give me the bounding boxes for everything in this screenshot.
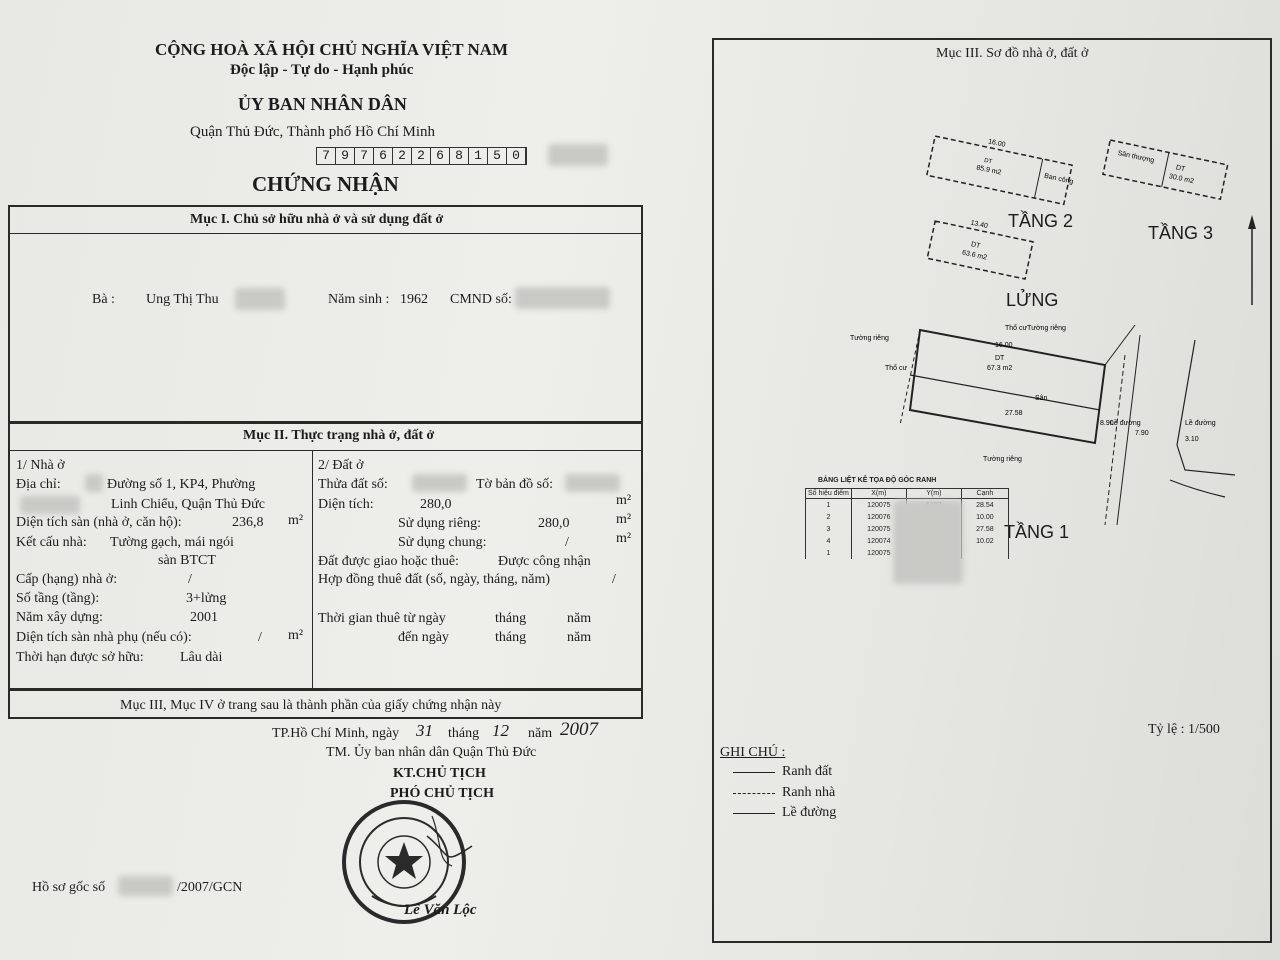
redaction	[548, 144, 608, 166]
lease-to-year: năm	[567, 630, 592, 645]
coord-cell: 3	[806, 523, 852, 535]
svg-text:Tường riêng: Tường riêng	[983, 456, 1022, 463]
grade-label: Cấp (hạng) nhà ở:	[16, 572, 118, 587]
coord-header-cell: Số hiệu điểm	[806, 489, 852, 499]
svg-text:Thổ cư: Thổ cư	[1005, 325, 1028, 332]
serial-digit: 7	[355, 148, 374, 164]
common-use-value: /	[565, 535, 569, 550]
coord-cell: 120076	[851, 511, 906, 523]
section3-heading: Mục III. Sơ đồ nhà ở, đất ở	[936, 46, 1089, 61]
salutation: Bà :	[92, 292, 115, 307]
svg-text:Sân: Sân	[1035, 395, 1048, 402]
legend-solid-line	[733, 772, 775, 773]
common-use-unit: m²	[616, 531, 632, 546]
svg-text:DT: DT	[995, 355, 1005, 362]
serial-digit: 6	[431, 148, 450, 164]
serial-digit: 9	[336, 148, 355, 164]
private-use-value: 280,0	[538, 516, 570, 531]
svg-text:Sân thượng: Sân thượng	[1116, 149, 1155, 165]
lease-from-month: tháng	[495, 611, 527, 626]
coord-cell: 2	[806, 511, 852, 523]
assign-value: Được công nhận	[498, 554, 591, 569]
signer-name: Lê Văn Lộc	[404, 902, 477, 918]
legend-item: Lề đường	[782, 805, 837, 820]
map-sheet-label: Tờ bản đồ số:	[476, 477, 554, 492]
grade-value: /	[188, 572, 192, 587]
coord-table-title: BẢNG LIỆT KÊ TỌA ĐỘ GÓC RANH	[818, 477, 937, 484]
redaction	[412, 474, 467, 492]
svg-text:13.40: 13.40	[969, 219, 989, 231]
legend-title: GHI CHÚ :	[720, 745, 786, 760]
floor-area-label: Diện tích sàn (nhà ở, căn hộ):	[16, 515, 182, 530]
column-divider	[312, 450, 313, 690]
svg-text:DT: DT	[1175, 164, 1186, 174]
lease-to-label: đến ngày	[398, 630, 449, 645]
date-year: 2007	[560, 719, 598, 740]
redaction	[515, 287, 610, 309]
area-value: 280,0	[420, 497, 452, 512]
structure-label: Kết cấu nhà:	[16, 535, 87, 550]
common-use-label: Sử dụng chung:	[398, 535, 487, 550]
year-label: Năm xây dựng:	[16, 610, 103, 625]
nation-title: CỘNG HOÀ XÃ HỘI CHỦ NGHĨA VIỆT NAM	[155, 40, 509, 59]
parcel-label: Thửa đất số:	[318, 477, 388, 492]
date-day: 31	[416, 721, 433, 740]
date-month: 12	[492, 721, 509, 740]
coord-cell: 120075	[851, 547, 906, 559]
lease-to-month: tháng	[495, 630, 527, 645]
date-prefix: TP.Hồ Chí Minh, ngày	[272, 726, 400, 741]
floor-label-lung: LỬNG	[1006, 290, 1059, 310]
serial-digit: 2	[393, 148, 412, 164]
on-behalf: TM. Ủy ban nhân dân Quận Thủ Đức	[326, 745, 537, 760]
svg-text:27.58: 27.58	[1005, 410, 1023, 417]
document-title: CHỨNG NHẬN	[252, 172, 399, 196]
private-use-unit: m²	[616, 512, 632, 527]
serial-digit: 8	[450, 148, 469, 164]
serial-digit: 6	[374, 148, 393, 164]
floors-value: 3+lửng	[186, 591, 227, 606]
redaction	[118, 876, 173, 896]
motto: Độc lập - Tự do - Hạnh phúc	[230, 62, 414, 78]
svg-text:Lề đường: Lề đường	[1185, 420, 1216, 427]
aux-area-label: Diện tích sàn nhà phụ (nếu có):	[16, 630, 192, 645]
lease-contract-value: /	[612, 572, 616, 587]
private-use-label: Sử dụng riêng:	[398, 516, 482, 531]
svg-text:Tường riêng: Tường riêng	[1027, 325, 1066, 332]
section2-heading: Mục II. Thực trạng nhà ở, đất ở	[243, 428, 435, 443]
svg-text:Lề đường: Lề đường	[1110, 420, 1141, 427]
section1-heading: Mục I. Chủ sở hữu nhà ở và sử dụng đất ở	[190, 212, 444, 227]
year-value: 2001	[190, 610, 218, 625]
coord-cell: 1	[806, 499, 852, 512]
for-chair: KT.CHỦ TỊCH	[393, 766, 486, 781]
aux-area-value: /	[258, 630, 262, 645]
svg-text:16.00: 16.00	[987, 138, 1007, 149]
term-label: Thời hạn được sở hữu:	[16, 650, 144, 665]
svg-text:3.10: 3.10	[1185, 436, 1199, 443]
file-ref-suffix: /2007/GCN	[177, 880, 243, 895]
committee-title: ỦY BAN NHÂN DÂN	[238, 94, 407, 114]
area-label: Diện tích:	[318, 497, 374, 512]
coord-header-cell: X(m)	[851, 489, 906, 499]
vice-chair: PHÓ CHỦ TỊCH	[390, 786, 494, 801]
scale-label: Tỷ lệ : 1/500	[1148, 722, 1220, 737]
floor-area-value: 236,8	[232, 515, 264, 530]
coord-header-cell: Cạnh	[961, 489, 1008, 499]
serial-digit: 1	[469, 148, 488, 164]
lease-from-label: Thời gian thuê từ ngày	[318, 611, 446, 626]
id-label: CMND số:	[450, 292, 512, 307]
coord-table-header	[806, 489, 1009, 499]
svg-text:85.9 m2: 85.9 m2	[975, 164, 1002, 177]
coord-cell	[961, 547, 1008, 559]
address-line1: Đường số 1, KP4, Phường	[107, 477, 256, 492]
redaction	[85, 474, 103, 492]
serial-digit: 0	[507, 148, 526, 164]
date-month-label: tháng	[448, 726, 480, 741]
svg-text:Ban công: Ban công	[1043, 172, 1074, 186]
coord-cell: 28.54	[961, 499, 1008, 512]
serial-digit: 7	[317, 148, 336, 164]
divider	[8, 233, 643, 234]
legend-road-line	[733, 813, 775, 814]
floor-label-tang1: TẦNG 1	[1004, 522, 1070, 542]
land-heading: 2/ Đất ở	[318, 458, 364, 473]
floor-label-tang2: TẦNG 2	[1008, 211, 1074, 231]
district-line: Quận Thủ Đức, Thành phố Hồ Chí Minh	[190, 124, 436, 140]
lease-from-year: năm	[567, 611, 592, 626]
floor-area-unit: m²	[288, 513, 304, 528]
structure-line2: sàn BTCT	[158, 553, 216, 568]
floor-label-tang3: TẦNG 3	[1148, 223, 1214, 243]
coord-header-cell: Y(m)	[906, 489, 961, 499]
assign-label: Đất được giao hoặc thuê:	[318, 554, 459, 569]
house-heading: 1/ Nhà ở	[16, 458, 65, 473]
svg-text:8.90: 8.90	[1100, 420, 1114, 427]
serial-digit: 2	[412, 148, 431, 164]
redaction	[20, 496, 80, 514]
lease-contract-label: Hợp đồng thuê đất (số, ngày, tháng, năm)	[318, 572, 551, 587]
svg-text:30.0 m2: 30.0 m2	[1168, 173, 1195, 186]
date-year-label: năm	[528, 726, 553, 741]
svg-text:Thổ cư: Thổ cư	[885, 365, 908, 372]
coord-cell: 10.00	[961, 511, 1008, 523]
legend-item: Ranh nhà	[782, 785, 836, 800]
coord-cell: 4	[806, 535, 852, 547]
file-ref-label: Hồ sơ gốc số	[32, 880, 106, 895]
floors-label: Số tầng (tầng):	[16, 591, 100, 606]
serial-digit: 5	[488, 148, 507, 164]
redaction	[893, 500, 963, 584]
term-value: Lâu dài	[180, 650, 223, 665]
legend-item: Ranh đất	[782, 764, 833, 779]
svg-text:63.6 m2: 63.6 m2	[961, 249, 988, 262]
redaction	[235, 288, 285, 310]
coord-cell: 120075	[851, 499, 906, 512]
structure-line1: Tường gạch, mái ngói	[110, 535, 234, 550]
coord-cell: 1	[806, 547, 852, 559]
address-line2: Linh Chiểu, Quận Thủ Đức	[111, 497, 265, 512]
aux-area-unit: m²	[288, 628, 304, 643]
serial-number	[316, 147, 527, 165]
svg-text:DT: DT	[983, 157, 993, 166]
coord-cell: 27.58	[961, 523, 1008, 535]
svg-text:DT: DT	[970, 241, 981, 250]
owner-name: Ung Thị Thu	[146, 292, 219, 307]
svg-text:Tường riêng: Tường riêng	[850, 335, 889, 342]
address-label: Địa chỉ:	[16, 477, 61, 492]
divider	[8, 450, 643, 451]
section1-box	[8, 205, 643, 423]
coord-cell: 10.02	[961, 535, 1008, 547]
redaction	[565, 474, 620, 492]
coord-cell: 120074	[851, 535, 906, 547]
svg-text:7.90: 7.90	[1135, 430, 1149, 437]
svg-text:16.00: 16.00	[995, 342, 1013, 349]
coord-cell: 120075	[851, 523, 906, 535]
legend-dashed-line	[733, 793, 775, 794]
svg-text:67.3 m2: 67.3 m2	[987, 365, 1013, 372]
birth-year-label: Năm sinh :	[328, 292, 390, 307]
area-unit: m²	[616, 493, 632, 508]
footer-note: Mục III, Mục IV ở trang sau là thành phần của giấy chứng nhận này	[120, 698, 502, 713]
birth-year: 1962	[400, 292, 428, 307]
